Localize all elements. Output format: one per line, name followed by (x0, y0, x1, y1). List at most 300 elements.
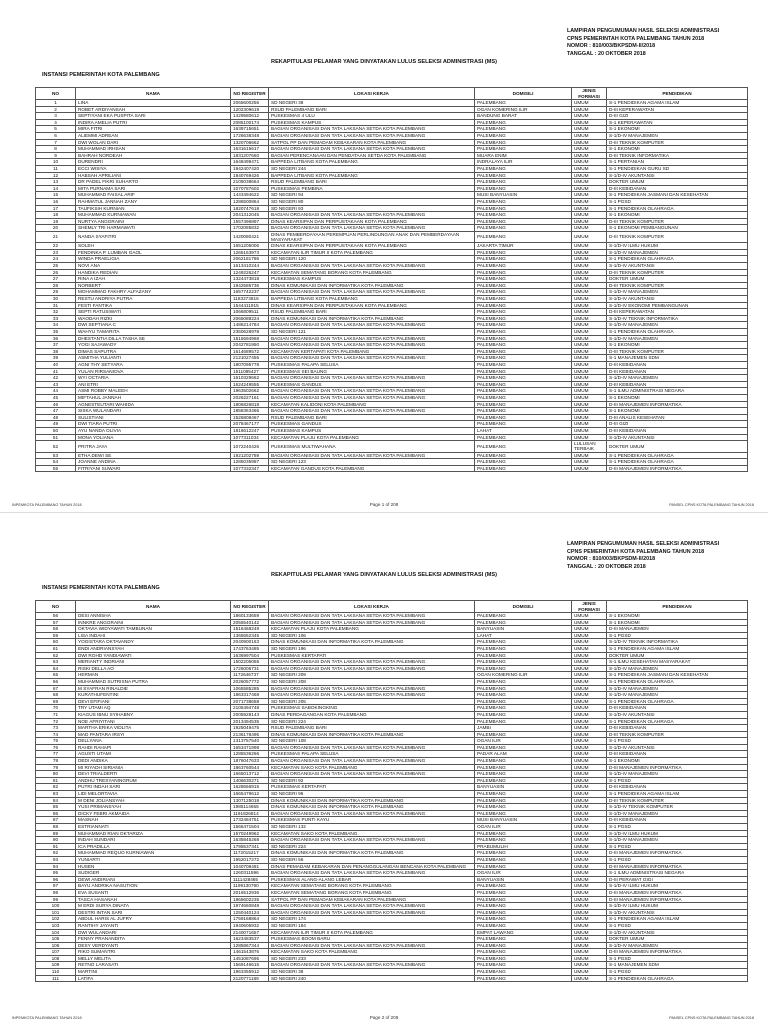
cell-no: 66 (36, 678, 76, 685)
column-header-lokasi: LOKASI KERJA (269, 88, 475, 100)
header-line: CPNS PEMERINTAH KOTA PALEMBANG TAHUN 2018 (567, 548, 705, 555)
cell-register: 2065600256 (231, 100, 269, 107)
cell-domisili: BANYUASIN (475, 784, 572, 791)
cell-lokasi: KECAMATAN PLAJU KOTA PALEMBANG (269, 626, 475, 633)
cell-register: 2041312045 (231, 212, 269, 219)
cell-domisili: PALEMBANG (475, 856, 572, 863)
agency-label: INSTANSI PEMERINTAH KOTA PALEMBANG (42, 585, 160, 591)
cell-no: 22 (36, 243, 76, 250)
cell-lokasi: SATPOL PP DAN PEMADAM KEBAKARAN KOTA PALEMBANG (269, 896, 475, 903)
cell-nama: ASMI ROBBY MALEEH (76, 388, 231, 395)
cell-domisili: PALEMBANG (475, 146, 572, 153)
cell-formasi: UMUM (572, 652, 607, 659)
cell-pendidikan: S-1 PENDIDIKAN JASMANI DAN KESEHATAN (607, 672, 748, 679)
cell-lokasi: BAGIAN ORGANISASI DAN TATA LAKSANA SETDA KOTA PALEMBANG (269, 659, 475, 666)
cell-formasi: UMUM (572, 777, 607, 784)
cell-register: 1963502662 (231, 388, 269, 395)
table-row (36, 843, 748, 850)
table-row (36, 863, 748, 870)
table-row (36, 329, 748, 336)
cell-nama: WINDA PRAELIGIA (76, 256, 231, 263)
header-line: CPNS PEMERINTAH KOTA PALEMBANG TAHUN 2018 (567, 35, 705, 42)
cell-lokasi: SD NEGERI 94 (269, 192, 475, 199)
cell-no: 72 (36, 718, 76, 725)
cell-register: 2121027455 (231, 355, 269, 362)
cell-pendidikan: D-III TEKNIK KOMPUTER (607, 269, 748, 276)
cell-register: 1636997504 (231, 652, 269, 659)
column-header-pendidikan: PENDIDIKAN (607, 601, 748, 613)
cell-nama: MUHAMMAD REQUO KURNIAWAN (76, 850, 231, 857)
cell-pendidikan: S-1 ILMU ADMINISTRASI NEGARA (607, 388, 748, 395)
cell-nama: EVA SUSANTI (76, 889, 231, 896)
cell-register: 1863317468 (231, 692, 269, 699)
cell-pendidikan: S-1/D-IV MANAJEMEN (607, 132, 748, 139)
cell-domisili: PALEMBANG (475, 361, 572, 368)
column-header-nama: NAMA (76, 88, 231, 100)
cell-lokasi: BAGIAN ORGANISASI DAN TATA LAKSANA SETDA KOTA PALEMBANG (269, 322, 475, 329)
cell-lokasi: BAPPEDA LITBANG KOTA PALEMBANG (269, 296, 475, 303)
table-row (36, 401, 748, 408)
cell-lokasi: BAGIAN ORGANISASI DAN TATA LAKSANA SETDA KOTA PALEMBANG (269, 758, 475, 765)
table-row (36, 903, 748, 910)
cell-formasi: UMUM (572, 804, 607, 811)
cell-domisili: PALEMBANG (475, 185, 572, 192)
cell-formasi: UMUM (572, 106, 607, 113)
cell-nama: MUHAMMAD SUTRISNA PUTRA (76, 678, 231, 685)
cell-lokasi: SD NEGERI 38 (269, 100, 475, 107)
table-row (36, 172, 748, 179)
cell-register: 1840769426 (231, 172, 269, 179)
table-row (36, 824, 748, 831)
column-header-pendidikan: PENDIDIKAN (607, 88, 748, 100)
cell-pendidikan: D-III MANAJEMEN INFORMATIKA (607, 896, 748, 903)
applicants-table (35, 600, 748, 982)
cell-register: 1743763485 (231, 645, 269, 652)
cell-domisili: PALEMBANG (475, 837, 572, 844)
cell-register: 1077332347 (231, 465, 269, 472)
page-number: Page 2 of 208 (369, 1015, 399, 1020)
cell-register: 2042781950 (231, 342, 269, 349)
cell-domisili: BANYUASIN (475, 876, 572, 883)
cell-pendidikan: DOKTER UMUM (607, 652, 748, 659)
cell-register: 1648499471 (231, 159, 269, 166)
table-row (36, 692, 748, 699)
cell-lokasi: PUSKESMAS GANDUS (269, 381, 475, 388)
cell-no: 107 (36, 949, 76, 956)
cell-pendidikan: S-1 PENDIDIKAN OLAHRAGA (607, 205, 748, 212)
cell-pendidikan: DOKTER UMUM (607, 936, 748, 943)
cell-lokasi: RSUD PALEMBANG BARI (269, 414, 475, 421)
table-row (36, 342, 748, 349)
cell-formasi: UMUM (572, 678, 607, 685)
cell-lokasi: KECAMATAN SAKO KOTA PALEMBANG (269, 830, 475, 837)
cell-register: 2085100174 (231, 119, 269, 126)
cell-no: 35 (36, 329, 76, 336)
cell-register: 1307125018 (231, 797, 269, 804)
cell-register: 1324473818 (231, 276, 269, 283)
cell-no: 40 (36, 361, 76, 368)
cell-lokasi: SD NEGERI 244 (269, 165, 475, 172)
cell-no: 88 (36, 824, 76, 831)
cell-formasi: UMUM (572, 126, 607, 133)
cell-domisili: PALEMBANG (475, 263, 572, 270)
cell-lokasi: SD NEGERI 120 (269, 256, 475, 263)
cell-no: 98 (36, 889, 76, 896)
cell-pendidikan: S-1 EKONOMI (607, 212, 748, 219)
cell-register: 1557496897 (231, 218, 269, 225)
table-row (36, 315, 748, 322)
cell-no: 6 (36, 132, 76, 139)
cell-no: 110 (36, 969, 76, 976)
cell-register: 1657742237 (231, 289, 269, 296)
cell-formasi: UMUM (572, 922, 607, 929)
cell-lokasi: PUSKESMAS KAMPUS (269, 427, 475, 434)
cell-nama: DEDI ANDIKA (76, 758, 231, 765)
table-row (36, 665, 748, 672)
cell-register: 1544411915 (231, 302, 269, 309)
cell-register: 2350628978 (231, 329, 269, 336)
cell-domisili: PALEMBANG (475, 282, 572, 289)
table-row (36, 870, 748, 877)
cell-lokasi: DINAS PEMBERDAYAAN PEREMPUAN PERLINDUNGAN ANAK DAN PEMBERDAYAAN MASYARAKAT (269, 231, 475, 242)
cell-nama: M ERDI SURYA DINATA (76, 903, 231, 910)
cell-register: 1515694968 (231, 335, 269, 342)
cell-register: 1451087695 (231, 955, 269, 962)
cell-nama: DESTRI INTAN SARI (76, 909, 231, 916)
cell-pendidikan: S-1 PENDIDIKAN AGAMA ISLAM (607, 791, 748, 798)
table-row (36, 269, 748, 276)
cell-formasi: UMUM (572, 263, 607, 270)
cell-nama: NURTYA ANGGRAINI (76, 218, 231, 225)
cell-domisili: PALEMBANG (475, 883, 572, 890)
cell-lokasi: BAGIAN ORGANISASI DAN TATA LAKSANA SETDA KOTA PALEMBANG (269, 212, 475, 219)
cell-nama: KURATHUFENTINI (76, 692, 231, 699)
cell-pendidikan: S-1 EKONOMI (607, 408, 748, 415)
cell-nama: BAHRAH NORDEAH (76, 152, 231, 159)
table-row (36, 249, 748, 256)
cell-formasi: UMUM (572, 791, 607, 798)
cell-domisili: PALEMBANG (475, 975, 572, 982)
cell-nama: MIRA FITRI (76, 126, 231, 133)
cell-formasi: UMUM (572, 639, 607, 646)
cell-register: 1820747618 (231, 205, 269, 212)
cell-pendidikan: S-1 PENDIDIKAN OLAHRAGA (607, 698, 748, 705)
cell-no: 32 (36, 309, 76, 316)
table-row (36, 698, 748, 705)
table-row (36, 804, 748, 811)
cell-pendidikan: D-III TEKNIK KOMPUTER (607, 218, 748, 225)
cell-nama: FENNY PRANANDITA (76, 936, 231, 943)
cell-formasi: UMUM (572, 619, 607, 626)
cell-lokasi: PUSKESMAS PALAPA SELUSA (269, 361, 475, 368)
cell-register: 1286500864 (231, 198, 269, 205)
table-row (36, 731, 748, 738)
cell-register: 1759168864 (231, 916, 269, 923)
table-row (36, 106, 748, 113)
cell-lokasi: DINAS KEARSIPAN DAN PERPUSTAKAAN KOTA PALEMBANG (269, 243, 475, 250)
table-row (36, 414, 748, 421)
table-row (36, 296, 748, 303)
cell-domisili: PALEMBANG (475, 205, 572, 212)
cell-nama: AGNESTEUTARI WAHIDA (76, 401, 231, 408)
table-row (36, 212, 748, 219)
table-row (36, 368, 748, 375)
cell-lokasi: PUSKESMAS PUNTI KAYU (269, 817, 475, 824)
document-title: REKAPITULASI PELAMAR YANG DINYATAKAN LULUS SELEKSI ADMINISTRASI (MS) (271, 59, 497, 65)
cell-formasi: UMUM (572, 243, 607, 250)
cell-no: 91 (36, 843, 76, 850)
cell-register: 1365652345 (231, 632, 269, 639)
cell-nama: MIFTAHUL JANNAH (76, 394, 231, 401)
cell-no: 41 (36, 368, 76, 375)
cell-nama: ENDI ANDRIANSYAH (76, 645, 231, 652)
cell-pendidikan: S-1/D-IV MANAJEMEN (607, 692, 748, 699)
cell-formasi: UMUM (572, 665, 607, 672)
cell-no: 47 (36, 408, 76, 415)
cell-formasi: UMUM (572, 975, 607, 982)
cell-formasi: UMUM (572, 225, 607, 232)
cell-pendidikan: DOKTER UMUM (607, 179, 748, 186)
table-row (36, 975, 748, 982)
cell-lokasi: KECAMATAN ILIR TIMUR II KOTA PALEMBANG (269, 249, 475, 256)
cell-no: 18 (36, 212, 76, 219)
cell-no: 105 (36, 936, 76, 943)
cell-register: 1876047633 (231, 758, 269, 765)
cell-lokasi: DINAS KEARSIPAN DAN PERPUSTAKAAN KOTA PALEMBANG (269, 218, 475, 225)
cell-pendidikan: S-1 ILMU KESEHATAN MASYARAKAT (607, 659, 748, 666)
cell-register: 1624249555 (231, 381, 269, 388)
cell-domisili: PALEMBANG (475, 804, 572, 811)
cell-register: 1702085832 (231, 225, 269, 232)
cell-lokasi: BAGIAN ORGANISASI DAN TATA LAKSANA SETDA KOTA PALEMBANG (269, 126, 475, 133)
cell-lokasi: SD NEGERI 224 (269, 718, 475, 725)
cell-pendidikan: S-1 PGSD (607, 856, 748, 863)
cell-pendidikan: S-1/D-IV TEKNIK INFORMATIKA (607, 639, 748, 646)
cell-lokasi: BAGIAN ORGANISASI DAN TATA LAKSANA SETDA KOTA PALEMBANG (269, 375, 475, 382)
cell-pendidikan: S-1/D-IV MANAJEMEN (607, 249, 748, 256)
cell-register: 1111428465 (231, 876, 269, 883)
cell-nama: KIAGUS IBNU SYIHABNY (76, 711, 231, 718)
table-row (36, 309, 748, 316)
cell-register: 2078467177 (231, 421, 269, 428)
cell-lokasi: SD NEGERI 174 (269, 916, 475, 923)
cell-domisili: PALEMBANG (475, 949, 572, 956)
cell-no: 39 (36, 355, 76, 362)
cell-lokasi: DINAS KOMUNIKASI DAN INFORMATIKA KOTA PALEMBANG (269, 731, 475, 738)
cell-nama: TASCA HASANAH (76, 896, 231, 903)
cell-formasi: UMUM (572, 256, 607, 263)
cell-formasi: UMUM (572, 711, 607, 718)
cell-lokasi: BAGIAN ORGANISASI DAN TATA LAKSANA SETDA KOTA PALEMBANG (269, 613, 475, 620)
cell-register: 1665013712 (231, 771, 269, 778)
cell-register: 2056540142 (231, 619, 269, 626)
cell-pendidikan: D-III MANAJEMEN INFORMATIKA (607, 863, 748, 870)
cell-pendidikan: D-III GIZI (607, 421, 748, 428)
cell-no: 102 (36, 916, 76, 923)
cell-formasi: UMUM (572, 465, 607, 472)
cell-lokasi: SD NEGERI 208 (269, 678, 475, 685)
cell-domisili: PALEMBANG (475, 916, 572, 923)
table-row (36, 916, 748, 923)
cell-register: 1665479612 (231, 791, 269, 798)
cell-no: 108 (36, 955, 76, 962)
cell-pendidikan: S-1/D-IV MANAJEMEN (607, 335, 748, 342)
cell-domisili: PALEMBANG (475, 179, 572, 186)
cell-pendidikan: D-III KEBIDANAN (607, 427, 748, 434)
cell-no: 31 (36, 302, 76, 309)
cell-formasi: UMUM (572, 282, 607, 289)
cell-formasi: UMUM (572, 205, 607, 212)
cell-formasi: UMUM (572, 146, 607, 153)
cell-register: 2105494748 (231, 705, 269, 712)
cell-pendidikan: S-1 PGSD (607, 632, 748, 639)
cell-no: 17 (36, 205, 76, 212)
cell-pendidikan: D-III MANAJEMEN INFORMATIKA (607, 401, 748, 408)
cell-nama: MOHAMMAD FAKHRY ALFAZANY (76, 289, 231, 296)
cell-register: 1406630271 (231, 777, 269, 784)
cell-lokasi: BAPPEDA LITBANG KOTA PALEMBANG (269, 159, 475, 166)
cell-pendidikan: S-1/D-IV MANAJEMEN (607, 289, 748, 296)
cell-no: 60 (36, 639, 76, 646)
cell-domisili: PALEMBANG (475, 903, 572, 910)
agency-label: INSTANSI PEMERINTAH KOTA PALEMBANG (42, 72, 160, 78)
cell-no: 34 (36, 322, 76, 329)
cell-domisili: PALEMBANG (475, 698, 572, 705)
table-row (36, 152, 748, 159)
cell-formasi: UMUM (572, 192, 607, 199)
header-line: LAMPIRAN PENGUMUMAN HASIL SELEKSI ADMINISTRASI (567, 28, 720, 34)
table-row (36, 348, 748, 355)
cell-register: 1461543876 (231, 949, 269, 956)
cell-register: 1443494622 (231, 192, 269, 199)
cell-formasi: UMUM (572, 212, 607, 219)
cell-no: 21 (36, 231, 76, 242)
cell-register: 1858363466 (231, 408, 269, 415)
cell-pendidikan: S-1 EKONOMI (607, 342, 748, 349)
cell-formasi: UMUM (572, 692, 607, 699)
cell-nama: FITRIYANI SUWARI (76, 465, 231, 472)
cell-lokasi: BAGIAN ORGANISASI DAN TATA LAKSANA SETDA KOTA PALEMBANG (269, 342, 475, 349)
table-row (36, 165, 748, 172)
cell-lokasi: KECAMATAN SEMATANG BORANG KOTA PALEMBANG (269, 883, 475, 890)
cell-pendidikan: S-1 EKONOMI PEMBANGUNAN (607, 225, 748, 232)
cell-pendidikan: S-1 PENDIDIKAN OLAHRAGA (607, 256, 748, 263)
table-row (36, 205, 748, 212)
cell-formasi: UMUM (572, 179, 607, 186)
table-row (36, 185, 748, 192)
cell-register: 1260311596 (231, 870, 269, 877)
cell-pendidikan: D-III TEKNIK KOMPUTER (607, 282, 748, 289)
cell-formasi: UMUM (572, 856, 607, 863)
cell-formasi: UMUM (572, 764, 607, 771)
cell-no: 86 (36, 810, 76, 817)
cell-domisili: PALEMBANG (475, 922, 572, 929)
cell-pendidikan: S-1 PENDIDIKAN AGAMA ISLAM (607, 100, 748, 107)
cell-domisili: PALEMBANG (475, 329, 572, 336)
table-row (36, 613, 748, 620)
cell-nama: JOANNE ANDINA (76, 459, 231, 466)
cell-nama: WYI OCTARIA (76, 375, 231, 382)
cell-nama: NOVI ANA (76, 263, 231, 270)
cell-pendidikan: S-1/D-IV MANAJEMEN (607, 375, 748, 382)
table-row (36, 744, 748, 751)
cell-no: 58 (36, 626, 76, 633)
cell-register: 1631615617 (231, 146, 269, 153)
cell-no: 8 (36, 146, 76, 153)
cell-pendidikan: D-III KEBIDANAN (607, 784, 748, 791)
cell-nama: ETHA DEWI SE (76, 452, 231, 459)
cell-no: 53 (36, 452, 76, 459)
table-row (36, 421, 748, 428)
cell-nama: AGUSTI UTAMI (76, 751, 231, 758)
table-row (36, 791, 748, 798)
cell-no: 65 (36, 672, 76, 679)
cell-no: 11 (36, 165, 76, 172)
cell-lokasi: BAGIAN ORGANISASI DAN TATA LAKSANA SETDA KOTA PALEMBANG (269, 771, 475, 778)
cell-no: 77 (36, 751, 76, 758)
cell-no: 50 (36, 427, 76, 434)
cell-nama: LISA INDAHI (76, 632, 231, 639)
cell-pendidikan: S-1 PENDIDIKAN OLAHRAGA (607, 975, 748, 982)
cell-lokasi: SD NEGERI 132 (269, 824, 475, 831)
cell-no: 56 (36, 613, 76, 620)
cell-register: 1726006731 (231, 665, 269, 672)
cell-register: 1065585285 (231, 685, 269, 692)
cell-pendidikan: S-1 EKONOMI (607, 394, 748, 401)
cell-pendidikan: S-1 MANAJEMEN SDM (607, 962, 748, 969)
table-row (36, 909, 748, 916)
cell-lokasi: KECAMATAN ILIR TIMUR II KOTA PALEMBANG (269, 929, 475, 936)
cell-nama: ANDHU TRESYANINGRUM (76, 777, 231, 784)
table-row (36, 218, 748, 225)
cell-lokasi: BAGIAN ORGANISASI DAN TATA LAKSANA SETDA KOTA PALEMBANG (269, 408, 475, 415)
cell-nama: ECCI WISIYA (76, 165, 231, 172)
cell-formasi: UMUM (572, 824, 607, 831)
cell-register: 2013494535 (231, 718, 269, 725)
column-header-lokasi: LOKASI KERJA (269, 601, 475, 613)
column-header-formasi: JENIS FORMASI (572, 88, 607, 100)
cell-pendidikan: D-III KEBIDANAN (607, 361, 748, 368)
cell-nama: DELLYANA (76, 738, 231, 745)
cell-no: 96 (36, 876, 76, 883)
cell-domisili: PALEMBANG (475, 289, 572, 296)
cell-nama: FESTI FANTIKA (76, 302, 231, 309)
cell-no: 81 (36, 777, 76, 784)
cell-no: 71 (36, 711, 76, 718)
cell-nama: MARTINI (76, 969, 231, 976)
table-row (36, 452, 748, 459)
table-row (36, 889, 748, 896)
cell-pendidikan: S-1 EKONOMI (607, 613, 748, 620)
cell-formasi: UMUM (572, 909, 607, 916)
cell-no: 76 (36, 744, 76, 751)
cell-lokasi: RSUD PALEMBANG BARI (269, 309, 475, 316)
cell-no: 30 (36, 296, 76, 303)
cell-pendidikan: S-1 MANAJEMEN SDM (607, 355, 748, 362)
cell-domisili: PALEMBANG (475, 777, 572, 784)
cell-pendidikan: D-III TEKNIK KOMPUTER (607, 348, 748, 355)
cell-nama: SHEMLY TRI HARMAWATI (76, 225, 231, 232)
cell-register: 2040900163 (231, 639, 269, 646)
cell-formasi: UMUM (572, 276, 607, 283)
cell-domisili: PALEMBANG (475, 355, 572, 362)
cell-pendidikan: S-1 EKONOMI (607, 619, 748, 626)
cell-register: 1942407420 (231, 165, 269, 172)
cell-formasi: UMUM (572, 659, 607, 666)
cell-pendidikan: D-III MANAJEMEN INFORMATIKA (607, 465, 748, 472)
cell-nama: DWI WULANDARI (76, 929, 231, 936)
cell-no: 73 (36, 725, 76, 732)
